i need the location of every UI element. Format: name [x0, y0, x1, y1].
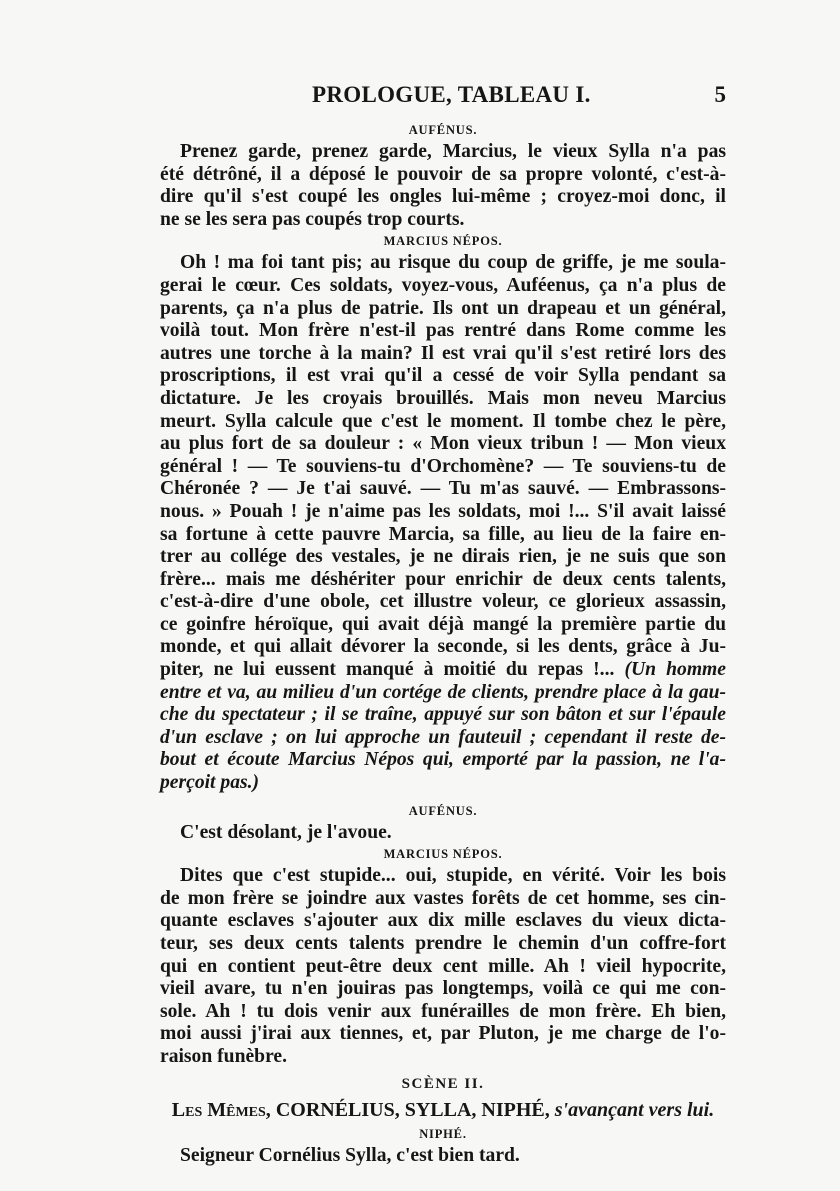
text-line: Seigneur Cornélius Sylla, c'est bien tard.	[180, 1144, 520, 1166]
text-line: parents, ça n'a plus de patrie. Ils ont un drapeau et un général,	[160, 297, 726, 319]
text-line: été détrôné, il a déposé le pouvoir de sa propre volonté, c'est-à-	[160, 163, 726, 185]
text-line: teur, ses deux cents talents prendre le chemin d'un coffre-fort	[160, 933, 726, 954]
stage-direction-line: d'un esclave ; on lui approche un fauteuil ; cependant il reste de-	[160, 726, 726, 748]
cast-list	[160, 1097, 726, 1124]
cast-les-memes: Les Mêmes,	[171, 1098, 271, 1121]
text-line: C'est désolant, je l'avoue.	[180, 821, 392, 843]
text-line: nous. » Pouah ! je n'aime pas les soldats, moi !... S'il avait laissé	[160, 500, 726, 522]
stage-direction: (Un homme	[624, 659, 726, 681]
text-line: de mon frère se joindre aux vastes forêts de cet homme, ses cin-	[160, 887, 726, 909]
text-line: raison funèbre.	[160, 1045, 288, 1067]
text-line: sa fortune à cette pauvre Marcia, sa fille, au lieu de la faire en-	[160, 523, 726, 545]
text-line: sole. Ah ! tu dois venir aux funérailles de mon frère. Eh bien,	[160, 1000, 726, 1022]
speech-marcius-1	[160, 252, 726, 794]
stage-direction-line: bout et écoute Marcius Népos qui, emporté par la passion, ne l'a-	[160, 749, 726, 771]
page-header	[160, 82, 726, 112]
text-line: qui en contient peut-être deux cent mille. Ah ! vieil hypocrite,	[160, 955, 726, 977]
cast-names: CORNÉLIUS, SYLLA, NIPHÉ,	[275, 1098, 550, 1121]
speech-aufenus-2	[160, 822, 726, 845]
speaker-niphe: NIPHÉ.	[419, 1126, 467, 1141]
speech-aufenus-1	[160, 141, 726, 231]
text-line: proscriptions, il est vrai qu'il a cessé de voir Sylla pendant sa	[160, 365, 726, 387]
text-line: autres une torche à la main? Il est vrai qu'il s'est retiré lors des	[160, 342, 726, 364]
text-line: trer au collége des vestales, je ne dirais rien, je ne suis que son	[160, 546, 726, 568]
text-line: voilà tout. Mon frère n'est-il pas rentré dans Rome comme les	[160, 320, 726, 342]
text-line: dire qu'il s'est coupé les ongles lui-même ; croyez-moi donc, il	[160, 186, 726, 208]
text-line: Oh ! ma foi tant pis; au risque du coup de griffe, je me soula-	[180, 252, 726, 274]
text-line: frère... mais me déshériter pour enrichir de deux cents talents,	[160, 568, 726, 590]
stage-direction-line: entre et va, au milieu d'un cortége de clients, prendre place à la gau-	[160, 681, 726, 703]
text-line: meurt. Sylla calcule que c'est le moment. Il tombe chez le père,	[160, 410, 726, 432]
text-line: ne se les sera pas coupés trop courts.	[160, 208, 465, 230]
speaker-aufenus: AUFÉNUS.	[408, 123, 478, 137]
text-line: gerai le cœur. Ces soldats, voyez-vous, Auféenus, ça n'a plus de	[160, 274, 726, 296]
speech-niphe	[160, 1145, 726, 1168]
text-line: Prenez garde, prenez garde, Marcius, le vieux Sylla n'a pas	[180, 141, 726, 162]
text-line: quante esclaves s'ajouter aux dix mille esclaves du vieux dicta-	[160, 910, 726, 932]
text-fragment: piter, ne lui eussent manqué à moitié du repas !...	[160, 659, 615, 681]
scene-heading: SCÈNE II.	[401, 1075, 485, 1092]
running-title: PROLOGUE, TABLEAU I.	[312, 82, 591, 107]
text-line: vieil avare, tu n'en jouiras pas longtemps, voilà ce qui me con-	[160, 978, 726, 1000]
cast-stage-direction: s'avançant vers lui.	[554, 1098, 715, 1121]
text-line: général ! — Te souviens-tu d'Orchomène? — Te souviens-tu de	[160, 455, 726, 477]
text-line: au plus fort de sa douleur : « Mon vieux tribun ! — Mon vieux	[160, 433, 726, 455]
speech-marcius-2	[160, 865, 726, 1068]
text-line: monde, et qui allait dévorer la seconde, si les dents, grâce à Ju-	[160, 636, 726, 658]
page-body	[160, 120, 726, 1167]
text-line: dictature. Je les croyais brouillés. Mais mon neveu Marcius	[160, 387, 726, 409]
text-line-with-stage-direction	[160, 659, 726, 682]
text-line: ce goinfre héroïque, qui avait déjà mangé la première partie du	[160, 613, 726, 635]
speaker-marcius-nepos: MARCIUS NÉPOS.	[383, 234, 503, 249]
text-line: c'est-à-dire d'une obole, cet illustre voleur, ce glorieux assassin,	[160, 591, 726, 613]
text-line: Chéronée ? — Je t'ai sauvé. — Tu m'as sauvé. — Embrassons-	[160, 478, 726, 500]
speaker-aufenus: AUFÉNUS.	[408, 803, 478, 818]
text-line: moi aussi j'irai aux tiennes, et, par Pluton, je me charge de l'o-	[160, 1023, 726, 1045]
speaker-marcius-nepos: MARCIUS NÉPOS.	[383, 847, 503, 862]
text-line: Dites que c'est stupide... oui, stupide, en vérité. Voir les bois	[180, 865, 726, 887]
stage-direction-line: perçoit pas.)	[160, 772, 260, 794]
stage-direction-line: che du spectateur ; il se traîne, appuyé sur son bâton et sur l'épaule	[160, 704, 726, 726]
page-number: 5	[714, 82, 726, 107]
